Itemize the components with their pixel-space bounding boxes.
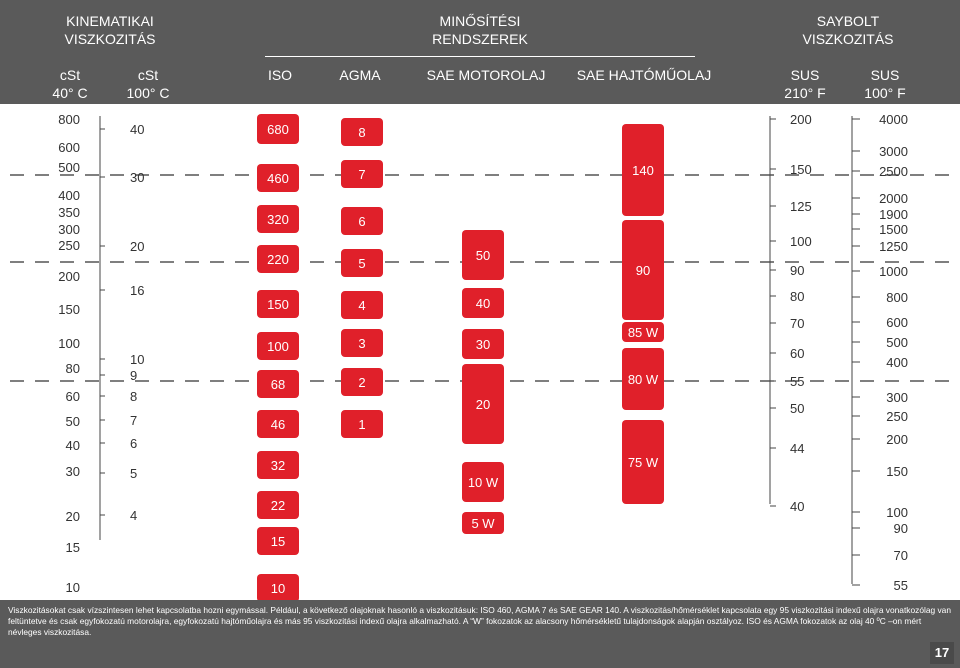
- iso-label: 10: [270, 581, 286, 596]
- footnote-bar: [0, 600, 960, 668]
- group-title-kinematic: KINEMATIKAI VISZKOZITÁS: [64, 13, 156, 47]
- cst40-scale-label: 60: [65, 389, 80, 404]
- col-header-sae-motor: SAE MOTOROLAJ: [426, 67, 546, 83]
- sus100-scale-label: 3000: [879, 144, 908, 159]
- page-number: 17: [930, 642, 954, 664]
- sus210-scale-label: 200: [790, 112, 812, 127]
- sus100-scale-label: 100: [886, 505, 908, 520]
- col-header-cst40: cSt 40° C: [52, 67, 88, 101]
- cst40-scale-label: 20: [65, 509, 80, 524]
- cst40-scale-label: 30: [65, 464, 80, 479]
- agma-label: 7: [358, 167, 366, 182]
- col-header-cst100: cSt 100° C: [126, 67, 170, 101]
- sus100-scale-label: 250: [886, 409, 908, 424]
- agma-label: 3: [358, 336, 366, 351]
- cst40-scale-label: 100: [58, 336, 80, 351]
- cst40-scale-label: 300: [58, 222, 80, 237]
- iso-label: 220: [267, 252, 289, 267]
- sus100-scale-label: 800: [886, 290, 908, 305]
- sae-gear-label: 140: [632, 163, 654, 178]
- iso-label: 460: [267, 171, 289, 186]
- iso-label: 150: [267, 297, 289, 312]
- iso-label: 68: [270, 377, 286, 392]
- col-header-sus210: SUS 210° F: [784, 67, 826, 101]
- group-title-rating: MINŐSÍTÉSI RENDSZEREK: [432, 13, 528, 47]
- sus210-scale-label: 80: [790, 289, 805, 304]
- footnote-text: Viszkozitásokat csak vízszintesen lehet kapcsolatba hozni egymással. Például, a következő olajoknak hasonló a viszkozitásuk: ISO 460, AGMA 7 és SAE GEAR 140. A viszkozitás/hőmérséklet kapcsolata egy 95 viszkozitási indexű olajra vonatkozólag van feltüntetve és csak egyfokozatú motorolajra, egyfokozatú hajtóműolajra és más 95 viszkozitási indexű olajra alkalmazható. A “W” fokozatok az alacsony hőmérsékletű tulajdonságok alapján osztályoz. ISO és AGMA fokozatok az olaj 40 ºC –on mért névleges viszkozitása.: [8, 605, 951, 637]
- agma-label: 8: [358, 125, 366, 140]
- sus100-scale-label: 90: [893, 521, 908, 536]
- sus100-scale-label: 600: [886, 315, 908, 330]
- agma-label: 2: [358, 375, 366, 390]
- sus100-scale-label: 2000: [879, 191, 908, 206]
- sae-gear-label: 80 W: [627, 372, 659, 387]
- cst100-scale-label: 8: [130, 389, 138, 404]
- cst40-scale-label: 40: [65, 438, 80, 453]
- sus100-scale-label: 4000: [879, 112, 908, 127]
- col-header-sae-gear: SAE HAJTÓMŰOLAJ: [576, 67, 712, 83]
- sae-motor-label: 50: [475, 248, 491, 263]
- sus100-scale-label: 150: [886, 464, 908, 479]
- cst40-scale-label: 150: [58, 302, 80, 317]
- cst100-scale-label: 6: [130, 436, 138, 451]
- chart-header: [0, 0, 960, 104]
- col-header-iso: ISO: [267, 67, 293, 83]
- cst40-scale-label: 10: [65, 580, 80, 595]
- agma-label: 4: [358, 298, 366, 313]
- sus100-scale-label: 55: [893, 578, 908, 593]
- iso-label: 320: [267, 212, 289, 227]
- sus210-scale-label: 90: [790, 263, 805, 278]
- sus210-scale-label: 60: [790, 346, 805, 361]
- cst40-scale-label: 500: [58, 160, 80, 175]
- cst40-scale-label: 400: [58, 188, 80, 203]
- sus100-scale-label: 300: [886, 390, 908, 405]
- col-header-sus100: SUS 100° F: [864, 67, 906, 101]
- iso-label: 46: [270, 417, 286, 432]
- sus100-scale-label: 70: [893, 548, 908, 563]
- col-header-agma: AGMA: [339, 67, 381, 83]
- sus100-scale-label: 1900: [879, 207, 908, 222]
- cst100-scale-label: 10: [130, 352, 145, 367]
- cst100-scale-label: 40: [130, 122, 145, 137]
- cst100-scale-label: 16: [130, 283, 145, 298]
- agma-label: 1: [358, 417, 366, 432]
- cst40-scale-label: 200: [58, 269, 80, 284]
- iso-label: 680: [267, 122, 289, 137]
- agma-label: 6: [358, 214, 366, 229]
- iso-label: 100: [267, 339, 289, 354]
- sae-gear-label: 85 W: [627, 325, 659, 340]
- cst40-scale-label: 80: [65, 361, 80, 376]
- cst40-scale-label: 800: [58, 112, 80, 127]
- cst100-scale-label: 4: [130, 508, 138, 523]
- sus100-scale-label: 2500: [879, 164, 908, 179]
- cst100-scale-label: 9: [130, 368, 138, 383]
- sae-gear-label: 75 W: [627, 455, 659, 470]
- sae-motor-label: 5 W: [471, 516, 495, 531]
- agma-label: 5: [358, 256, 366, 271]
- sus100-scale-label: 1000: [879, 264, 908, 279]
- sus210-scale-label: 70: [790, 316, 805, 331]
- sus100-scale-label: 400: [886, 355, 908, 370]
- sus100-scale-label: 200: [886, 432, 908, 447]
- sae-motor-label: 10 W: [467, 475, 499, 490]
- iso-label: 15: [270, 534, 286, 549]
- viscosity-chart: [0, 104, 960, 600]
- sae-motor-label: 40: [475, 296, 491, 311]
- iso-label: 32: [270, 458, 286, 473]
- sus100-scale-label: 500: [886, 335, 908, 350]
- cst100-scale-label: 7: [130, 413, 138, 428]
- group-title-saybolt: SAYBOLT VISZKOZITÁS: [802, 13, 894, 47]
- sus210-scale-label: 55: [790, 374, 805, 389]
- cst40-scale-label: 350: [58, 205, 80, 220]
- cst100-scale-label: 5: [130, 466, 138, 481]
- sae-motor-label: 30: [475, 337, 491, 352]
- sus210-scale-label: 125: [790, 199, 812, 214]
- sus210-scale-label: 40: [790, 499, 805, 514]
- sus210-scale-label: 150: [790, 162, 812, 177]
- cst40-scale-label: 15: [65, 540, 80, 555]
- sus210-scale-label: 100: [790, 234, 812, 249]
- sus210-scale-label: 44: [790, 441, 805, 456]
- chart-panel: [0, 104, 960, 600]
- cst100-scale-label: 20: [130, 239, 145, 254]
- sae-gear-label: 90: [635, 263, 651, 278]
- cst100-scale-label: 30: [130, 170, 145, 185]
- sus100-scale-label: 1500: [879, 222, 908, 237]
- cst40-scale-label: 50: [65, 414, 80, 429]
- sus100-scale-label: 1250: [879, 239, 908, 254]
- sae-motor-label: 20: [475, 397, 491, 412]
- cst40-scale-label: 250: [58, 238, 80, 253]
- group-divider: [265, 56, 695, 57]
- cst40-scale-label: 600: [58, 140, 80, 155]
- iso-label: 22: [270, 498, 286, 513]
- sus210-scale-label: 50: [790, 401, 805, 416]
